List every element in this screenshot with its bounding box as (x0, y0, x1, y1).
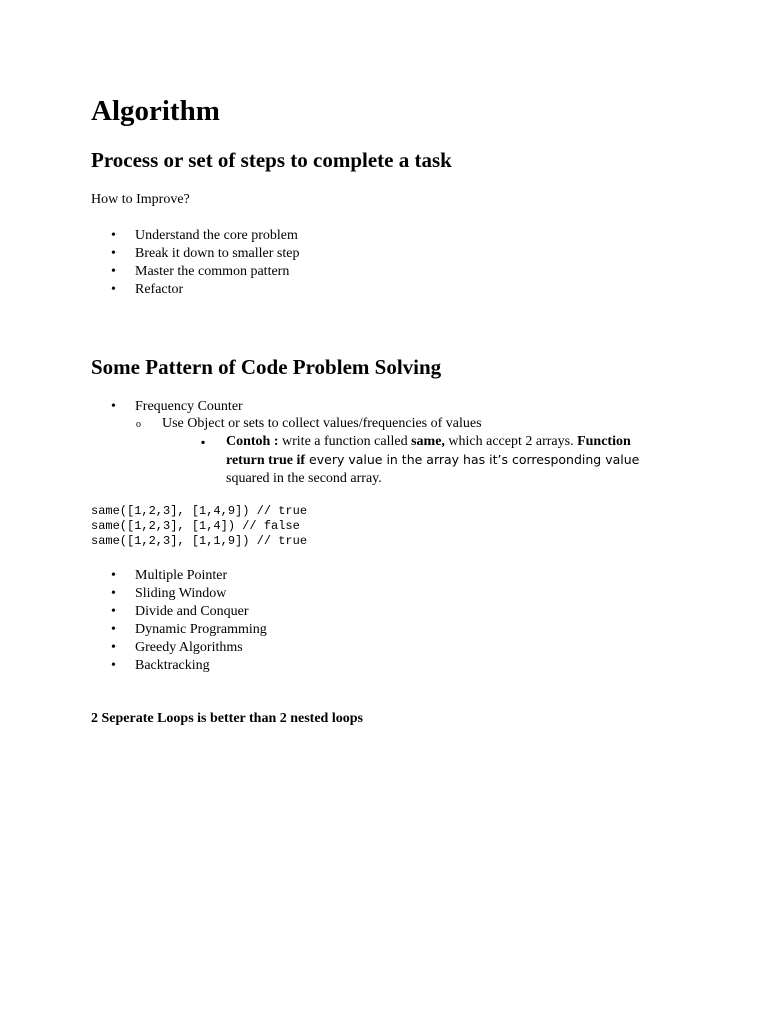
frequency-counter-sub-item: o Use Object or sets to collect values/frequencies of values (162, 415, 482, 433)
bullet-icon: • (111, 658, 116, 673)
frequency-counter-list (91, 398, 243, 416)
circle-bullet-icon: o (136, 419, 141, 430)
list-item: • Break it down to smaller step (111, 246, 300, 261)
list-item: • Refactor (111, 282, 184, 297)
list-item: • Backtracking (111, 658, 210, 673)
list-item: • Understand the core problem (111, 228, 298, 243)
code-line: same([1,2,3], [1,1,9]) // true (91, 534, 308, 548)
bullet-icon: • (111, 399, 116, 414)
improve-question: How to Improve? (91, 192, 190, 207)
bullet-icon: • (111, 228, 116, 243)
code-block (91, 504, 307, 549)
code-line: same([1,2,3], [1,4,9]) // true (91, 504, 308, 518)
list-item: • Frequency Counter (111, 399, 243, 414)
bullet-icon: • (111, 246, 116, 261)
patterns-list (91, 567, 267, 675)
bullet-icon: • (111, 622, 116, 637)
list-item: • Multiple Pointer (111, 568, 228, 583)
improve-list (91, 227, 299, 299)
page-title: Algorithm (91, 95, 220, 127)
list-item: • Master the common pattern (111, 264, 290, 279)
list-item: • Dynamic Programming (111, 622, 267, 637)
bullet-icon: • (111, 586, 116, 601)
code-line: same([1,2,3], [1,4]) // false (91, 519, 300, 533)
bullet-icon: • (111, 640, 116, 655)
bullet-icon: • (111, 568, 116, 583)
frequency-counter-example: ▪ Contoh : write a function called same, which accept 2 arrays. Function return true if every value in the array has it’s corresponding value squared in the second array. (201, 434, 640, 486)
bullet-icon: • (111, 282, 116, 297)
list-item: • Greedy Algorithms (111, 640, 243, 655)
subtitle: Process or set of steps to complete a task (91, 148, 452, 172)
list-item: • Sliding Window (111, 586, 227, 601)
patterns-heading: Some Pattern of Code Problem Solving (91, 355, 442, 379)
final-note: 2 Seperate Loops is better than 2 nested loops (91, 711, 363, 726)
bullet-icon: • (111, 604, 116, 619)
bullet-icon: • (111, 264, 116, 279)
square-bullet-icon: ▪ (201, 435, 206, 449)
list-item: • Divide and Conquer (111, 604, 249, 619)
